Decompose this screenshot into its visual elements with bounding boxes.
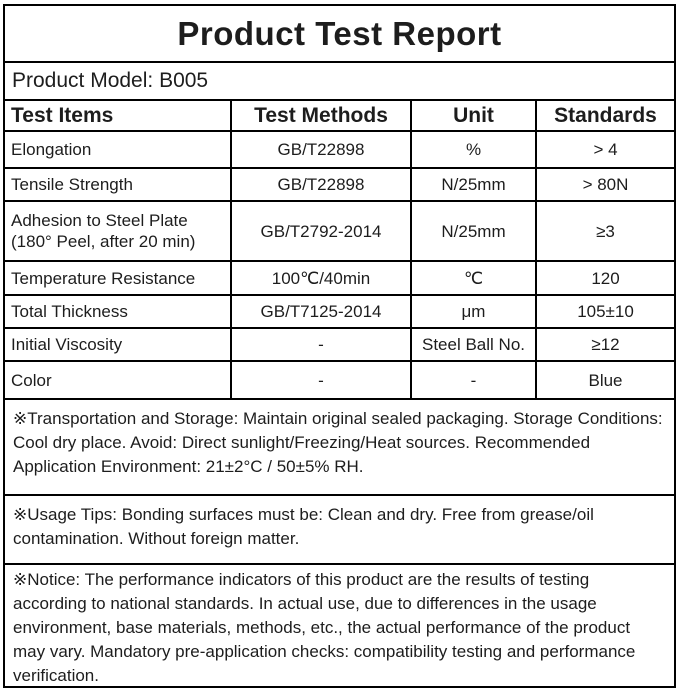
cell-standard: ≥12: [535, 329, 674, 360]
product-model: Product Model: B005: [5, 61, 674, 99]
report-title: Product Test Report: [177, 14, 502, 52]
cell-unit: N/25mm: [410, 169, 535, 200]
cell-test-method: GB/T7125-2014: [230, 296, 410, 327]
column-header-test-methods: Test Methods: [230, 101, 410, 130]
cell-test-item: Elongation: [11, 140, 92, 159]
cell-test-method: 100℃/40min: [230, 262, 410, 294]
cell-test-method: GB/T2792-2014: [230, 202, 410, 260]
table-row: [5, 130, 674, 167]
cell-standard: > 80N: [535, 169, 674, 200]
table-row: [5, 294, 674, 327]
cell-test-item: Adhesion to Steel Plate (180° Peel, after 20 min): [11, 211, 196, 251]
table-row: [5, 360, 674, 398]
cell-test-item: Tensile Strength: [11, 175, 133, 194]
column-header-standards: Standards: [535, 101, 674, 130]
cell-standard: Blue: [535, 362, 674, 398]
cell-test-item: Initial Viscosity: [11, 335, 123, 354]
cell-standard: 105±10: [535, 296, 674, 327]
table-header-row: [5, 99, 674, 130]
table-row: [5, 200, 674, 260]
cell-standard: 120: [535, 262, 674, 294]
cell-unit: ℃: [410, 262, 535, 294]
cell-unit: %: [410, 132, 535, 167]
cell-standard: ≥3: [535, 202, 674, 260]
cell-test-method: -: [230, 362, 410, 398]
note-transportation-storage: ※Transportation and Storage: Maintain original sealed packaging. Storage Conditions: Cool dry place. Avoid: Direct sunlight/Freezing/Heat sources. Recommended Application Environment: 21±2°C / 50±5% RH.: [5, 398, 674, 494]
cell-unit: -: [410, 362, 535, 398]
cell-unit: N/25mm: [410, 202, 535, 260]
note-notice: ※Notice: The performance indicators of this product are the results of testing according to national standards. In actual use, due to differences in the usage environment, base materials, methods, etc., the actual performance of the product may vary. Mandatory pre-application checks: compatibility testing and performance verification.: [5, 563, 674, 688]
table-row: [5, 167, 674, 200]
cell-standard: > 4: [535, 132, 674, 167]
column-header-unit: Unit: [410, 101, 535, 130]
cell-test-method: GB/T22898: [230, 132, 410, 167]
cell-test-item: Temperature Resistance: [11, 268, 196, 288]
cell-test-item: Total Thickness: [11, 302, 128, 321]
table-row: [5, 327, 674, 360]
cell-test-method: -: [230, 329, 410, 360]
report-sheet: [3, 4, 676, 688]
note-usage-tips: ※Usage Tips: Bonding surfaces must be: Clean and dry. Free from grease/oil contamination. Without foreign matter.: [5, 494, 674, 563]
cell-unit: μm: [410, 296, 535, 327]
table-row: [5, 260, 674, 294]
cell-test-item: Color: [11, 370, 52, 390]
cell-unit: Steel Ball No.: [410, 329, 535, 360]
column-header-test-items: Test Items: [11, 104, 114, 127]
cell-test-method: GB/T22898: [230, 169, 410, 200]
